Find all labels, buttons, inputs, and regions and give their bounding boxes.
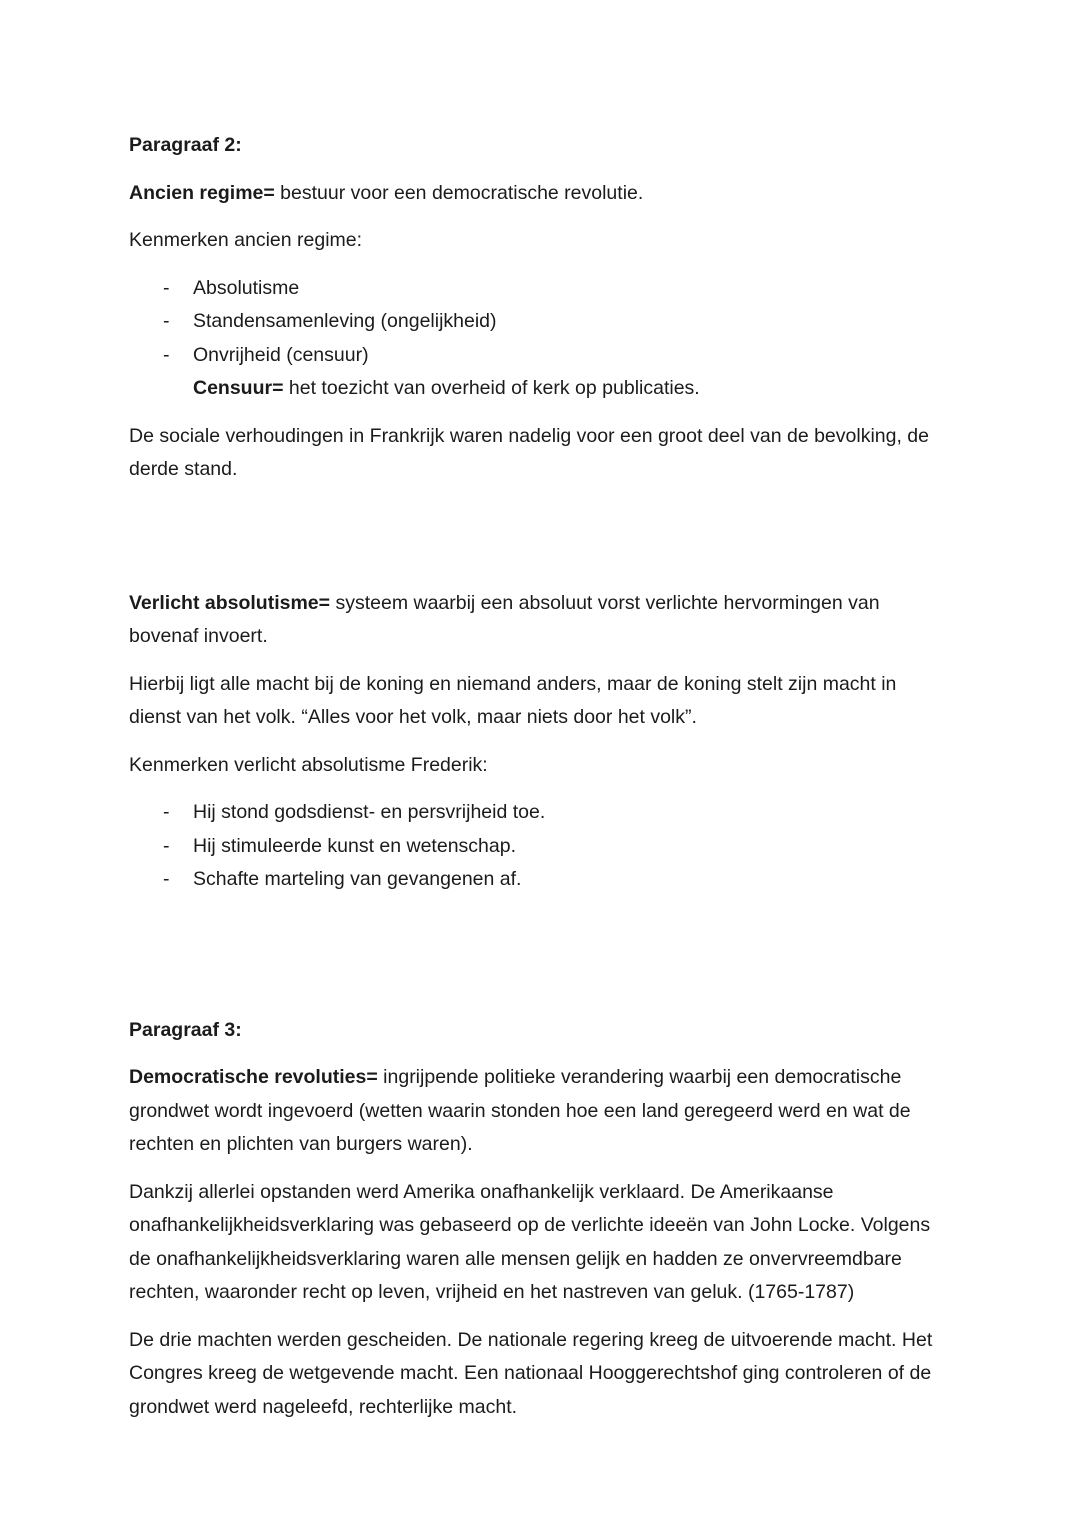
bullet-dash-icon: -	[163, 276, 170, 299]
lead-in-kenmerken-frederik: Kenmerken verlicht absolutisme Frederik:	[129, 753, 488, 776]
paragraph-sociale-verhoudingen: De sociale verhoudingen in Frankrijk waren nadelig voor een groot deel van de bevolking, de derde stand.	[129, 424, 929, 480]
definition-ancien-regime	[129, 177, 940, 211]
definition-verlicht-absolutisme	[129, 587, 940, 654]
list-item	[129, 830, 940, 864]
section-heading-paragraaf-2: Paragraaf 2:	[129, 134, 242, 156]
list-item	[129, 863, 940, 897]
bullet-dash-icon: -	[163, 834, 170, 857]
section-spacer	[129, 911, 940, 997]
bullet-dash-icon: -	[163, 310, 170, 332]
list-item-label: Absolutisme	[193, 276, 300, 299]
definition-text-democratische-revoluties: ingrijpende politieke verandering waarbij een democratische grondwet wordt ingevoerd (wetten waarin stonden hoe een land geregeerd werd en wat de rechten en plichten van burgers waren).	[129, 1066, 911, 1155]
definition-democratische-revoluties	[129, 1061, 940, 1162]
list-item-label: Hij stimuleerde kunst en wetenschap.	[193, 834, 516, 857]
list-item-label: Standensamenleving (ongelijkheid)	[193, 310, 497, 332]
paragraph-macht-koning: Hierbij ligt alle macht bij de koning en niemand anders, maar de koning stelt zijn macht in dienst van het volk. “Alles voor het volk, maar niets door het volk”.	[129, 672, 897, 728]
list-item-label: Onvrijheid (censuur)	[193, 343, 369, 366]
section-spacer	[129, 997, 940, 1014]
bullet-list-ancien-regime	[129, 272, 940, 406]
bullet-dash-icon: -	[163, 801, 170, 823]
section-spacer	[129, 501, 940, 587]
definition-text-censuur: het toezicht van overheid of kerk op publicaties.	[283, 377, 700, 399]
section-heading-paragraaf-3: Paragraaf 3:	[129, 1018, 242, 1041]
definition-term-verlicht-absolutisme: Verlicht absolutisme=	[129, 591, 331, 614]
list-item	[129, 305, 940, 339]
lead-in-kenmerken-ancien-regime: Kenmerken ancien regime:	[129, 229, 363, 251]
definition-term-censuur: Censuur=	[193, 377, 284, 399]
list-item	[129, 796, 940, 830]
list-item-label: Schafte marteling van gevangenen af.	[193, 868, 522, 890]
paragraph-amerika: Dankzij allerlei opstanden werd Amerika onafhankelijk verklaard. De Amerikaanse onafhankelijkheidsverklaring was gebaseerd op de verlichte ideeën van John Locke. Volgens de onafhankelijkheidsverklaring waren alle mensen gelijk en hadden ze onvervreemdbare rechten, waaronder recht op leven, vrijheid en het nastreven van geluk. (1765-1787)	[129, 1180, 931, 1303]
sub-note-censuur	[129, 372, 940, 406]
definition-text-verlicht-absolutisme: systeem waarbij een absoluut vorst verlichte hervormingen van bovenaf invoert.	[129, 591, 880, 647]
bullet-dash-icon: -	[163, 343, 170, 366]
list-item	[129, 339, 940, 373]
list-item-label: Hij stond godsdienst- en persvrijheid toe.	[193, 801, 546, 823]
definition-term-ancien-regime: Ancien regime=	[129, 181, 275, 204]
definition-text-ancien-regime: bestuur voor een democratische revolutie.	[274, 181, 644, 204]
document-body	[129, 129, 940, 1424]
bullet-dash-icon: -	[163, 868, 170, 890]
definition-term-democratische-revoluties: Democratische revoluties=	[129, 1066, 378, 1088]
bullet-list-frederik	[129, 796, 940, 897]
list-item	[129, 272, 940, 306]
paragraph-drie-machten: De drie machten werden gescheiden. De nationale regering kreeg de uitvoerende macht. Het Congres kreeg de wetgevende macht. Een nationaal Hooggerechtshof ging controleren of de grondwet werd nageleefd, rechterlijke macht.	[129, 1328, 933, 1418]
